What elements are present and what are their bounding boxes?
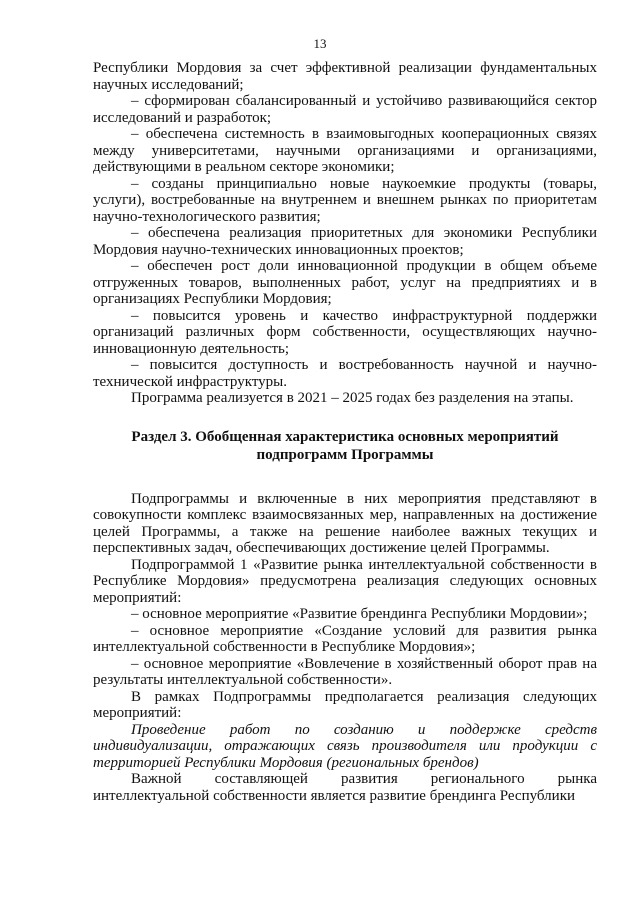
list-item: – обеспечена системность в взаимовыгодных кооперационных связях между университетами, научными организациями и организациями, действующими в реальном секторе экономики; [93, 126, 597, 175]
list-item: – обеспечена реализация приоритетных для экономики Республики Мордовия научно-технических инновационных проектов; [93, 225, 597, 258]
page-content [93, 60, 597, 804]
program-period-paragraph: Программа реализуется в 2021 – 2025 годах без разделения на этапы. [131, 390, 574, 406]
list-item: – созданы принципиально новые наукоемкие продукты (товары, услуги), востребованные на внутреннем и внешнем рынках по приоритетам научно-технологического развития; [93, 175, 597, 225]
paragraph: Важной составляющей развития регионального рынка интеллектуальной собственности является развитие брендинга Республики [93, 771, 597, 804]
section-heading-line-2: подпрограмм Программы [256, 446, 434, 463]
list-item: – обеспечен рост доли инновационной продукции в общем объеме отгруженных товаров, выполненных работ, услуг на предприятиях и в организациях Республики Мордовия; [93, 258, 597, 307]
list-item: – основное мероприятие «Создание условий для развития рынка интеллектуальной собственности в Республике Мордовия»; [93, 622, 597, 655]
paragraph-continuation: Республики Мордовия за счет эффективной реализации фундаментальных научных исследований; [93, 60, 597, 93]
paragraph: В рамках Подпрограммы предполагается реализация следующих мероприятий: [93, 688, 597, 721]
list-item: – повысится уровень и качество инфраструктурной поддержки организаций различных форм собственности, осуществляющих научно-инновационную деятельность; [93, 307, 597, 357]
paragraph: Подпрограммы и включенные в них мероприятия представляют в совокупности комплекс взаимосвязанных мер, направленных на достижение целей Программы, а также на решение наиболее важных текущих и перспективных задач, обеспечивающих достижение целей Программы. [93, 490, 597, 556]
list-item: – сформирован сбалансированный и устойчиво развивающийся сектор исследований и разработок; [93, 93, 597, 126]
paragraph: Подпрограммой 1 «Развитие рынка интеллектуальной собственности в Республике Мордовия» предусмотрена реализация следующих основных мероприятий: [93, 556, 597, 606]
page-number: 13 [313, 36, 327, 51]
list-item: – основное мероприятие «Вовлечение в хозяйственный оборот прав на результаты интеллектуальной собственности». [93, 655, 597, 688]
italic-paragraph: Проведение работ по созданию и поддержке средств индивидуализации, отражающих связь производителя или продукции с территорией Республики Мордовия (региональных брендов) [93, 721, 597, 771]
section-heading [93, 428, 597, 464]
section-heading-line-1: Раздел 3. Обобщенная характеристика основных мероприятий [131, 428, 559, 445]
list-item: – повысится доступность и востребованность научной и научно-технической инфраструктуры. [93, 357, 597, 390]
list-item: – основное мероприятие «Развитие брендинга Республики Мордовии»; [131, 606, 588, 622]
